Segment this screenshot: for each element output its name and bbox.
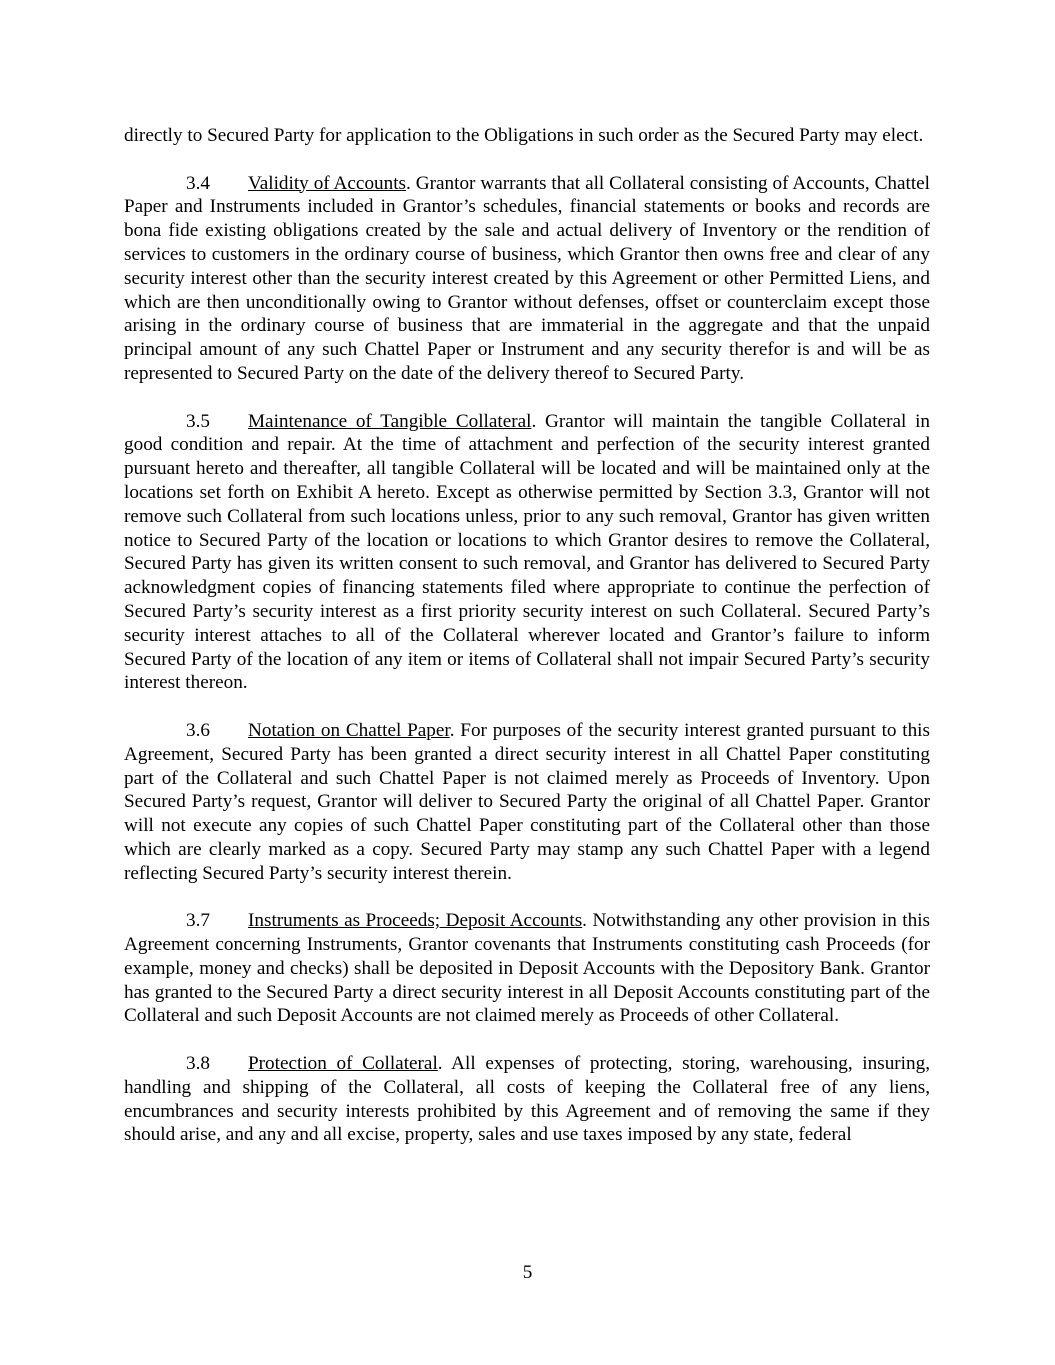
section-3-6 (124, 719, 930, 886)
section-title: Notation on Chattel Paper (248, 719, 450, 741)
section-title: Protection of Collateral (248, 1053, 438, 1075)
section-number: 3.6 (186, 719, 210, 741)
page-number: 5 (522, 1262, 533, 1283)
document-page (124, 124, 930, 1171)
section-number: 3.4 (186, 172, 210, 194)
section-body: . Grantor will maintain the tangible Collateral in good condition and repair. At the time of attachment and perfection of the security interest granted pursuant hereto and thereafter, all tangible Collateral will be located and will be maintained only at the locations set forth on Exhibit A hereto. Except as otherwise permitted by Section 3.3, Grantor will not remove such Collateral from such locations unless, prior to any such removal, Grantor has given written notice to Secured Party of the location or locations to which Grantor desires to remove the Collateral, Secured Party has given its written consent to such removal, and Grantor has delivered to Secured Party acknowledgment copies of financing statements filed where appropriate to continue the perfection of Secured Party’s security interest as a first priority security interest on such Collateral. Secured Party’s security interest attaches to all of the Collateral wherever located and Grantor’s failure to inform Secured Party of the location of any item or items of Collateral shall not impair Secured Party’s security interest thereon. (124, 410, 931, 694)
section-body: . All expenses of protecting, storing, warehousing, insuring, handling and shipping of the Collateral, all costs of keeping the Collateral free of any liens, encumbrances and security interests prohibited by this Agreement and of removing the same if they should arise, and any and all excise, property, sales and use taxes imposed by any state, federal (124, 1053, 930, 1146)
section-number: 3.7 (186, 910, 210, 932)
section-3-4 (124, 172, 930, 386)
section-title: Instruments as Proceeds; Deposit Accounts (248, 910, 583, 932)
section-number: 3.8 (186, 1053, 210, 1075)
section-3-7 (124, 909, 930, 1028)
section-title: Maintenance of Tangible Collateral (248, 410, 532, 432)
section-number: 3.5 (186, 410, 210, 432)
section-title: Validity of Accounts (248, 172, 407, 194)
intro-paragraph: directly to Secured Party for application to the Obligations in such order as the Secured Party may elect. (124, 125, 924, 146)
section-body: . For purposes of the security interest granted pursuant to this Agreement, Secured Party has been granted a direct security interest in all Chattel Paper constituting part of the Collateral and such Chattel Paper is not claimed merely as Proceeds of Inventory. Upon Secured Party’s request, Grantor will deliver to Secured Party the original of all Chattel Paper. Grantor will not execute any copies of such Chattel Paper constituting part of the Collateral other than those which are clearly marked as a copy. Secured Party may stamp any such Chattel Paper with a legend reflecting Secured Party’s security interest therein. (124, 719, 930, 884)
section-body: . Grantor warrants that all Collateral consisting of Accounts, Chattel Paper and Instruments included in Grantor’s schedules, financial statements or books and records are bona fide existing obligations created by the sale and actual delivery of Inventory or the rendition of services to customers in the ordinary course of business, which Grantor then owns free and clear of any security interest other than the security interest created by this Agreement or other Permitted Liens, and which are then unconditionally owing to Grantor without defenses, offset or counterclaim except those arising in the ordinary course of business that are immaterial in the aggregate and that the unpaid principal amount of any such Chattel Paper or Instrument and any security therefor is and will be as represented to Secured Party on the date of the delivery thereof to Secured Party. (124, 172, 930, 384)
section-3-8 (124, 1052, 930, 1147)
section-3-5 (124, 410, 930, 696)
section-body: . Notwithstanding any other provision in this Agreement concerning Instruments, Grantor covenants that Instruments constituting cash Proceeds (for example, money and checks) shall be deposited in Deposit Accounts with the Depository Bank. Grantor has granted to the Secured Party a direct security interest in all Deposit Accounts constituting part of the Collateral and such Deposit Accounts are not claimed merely as Proceeds of other Collateral. (124, 910, 930, 1027)
